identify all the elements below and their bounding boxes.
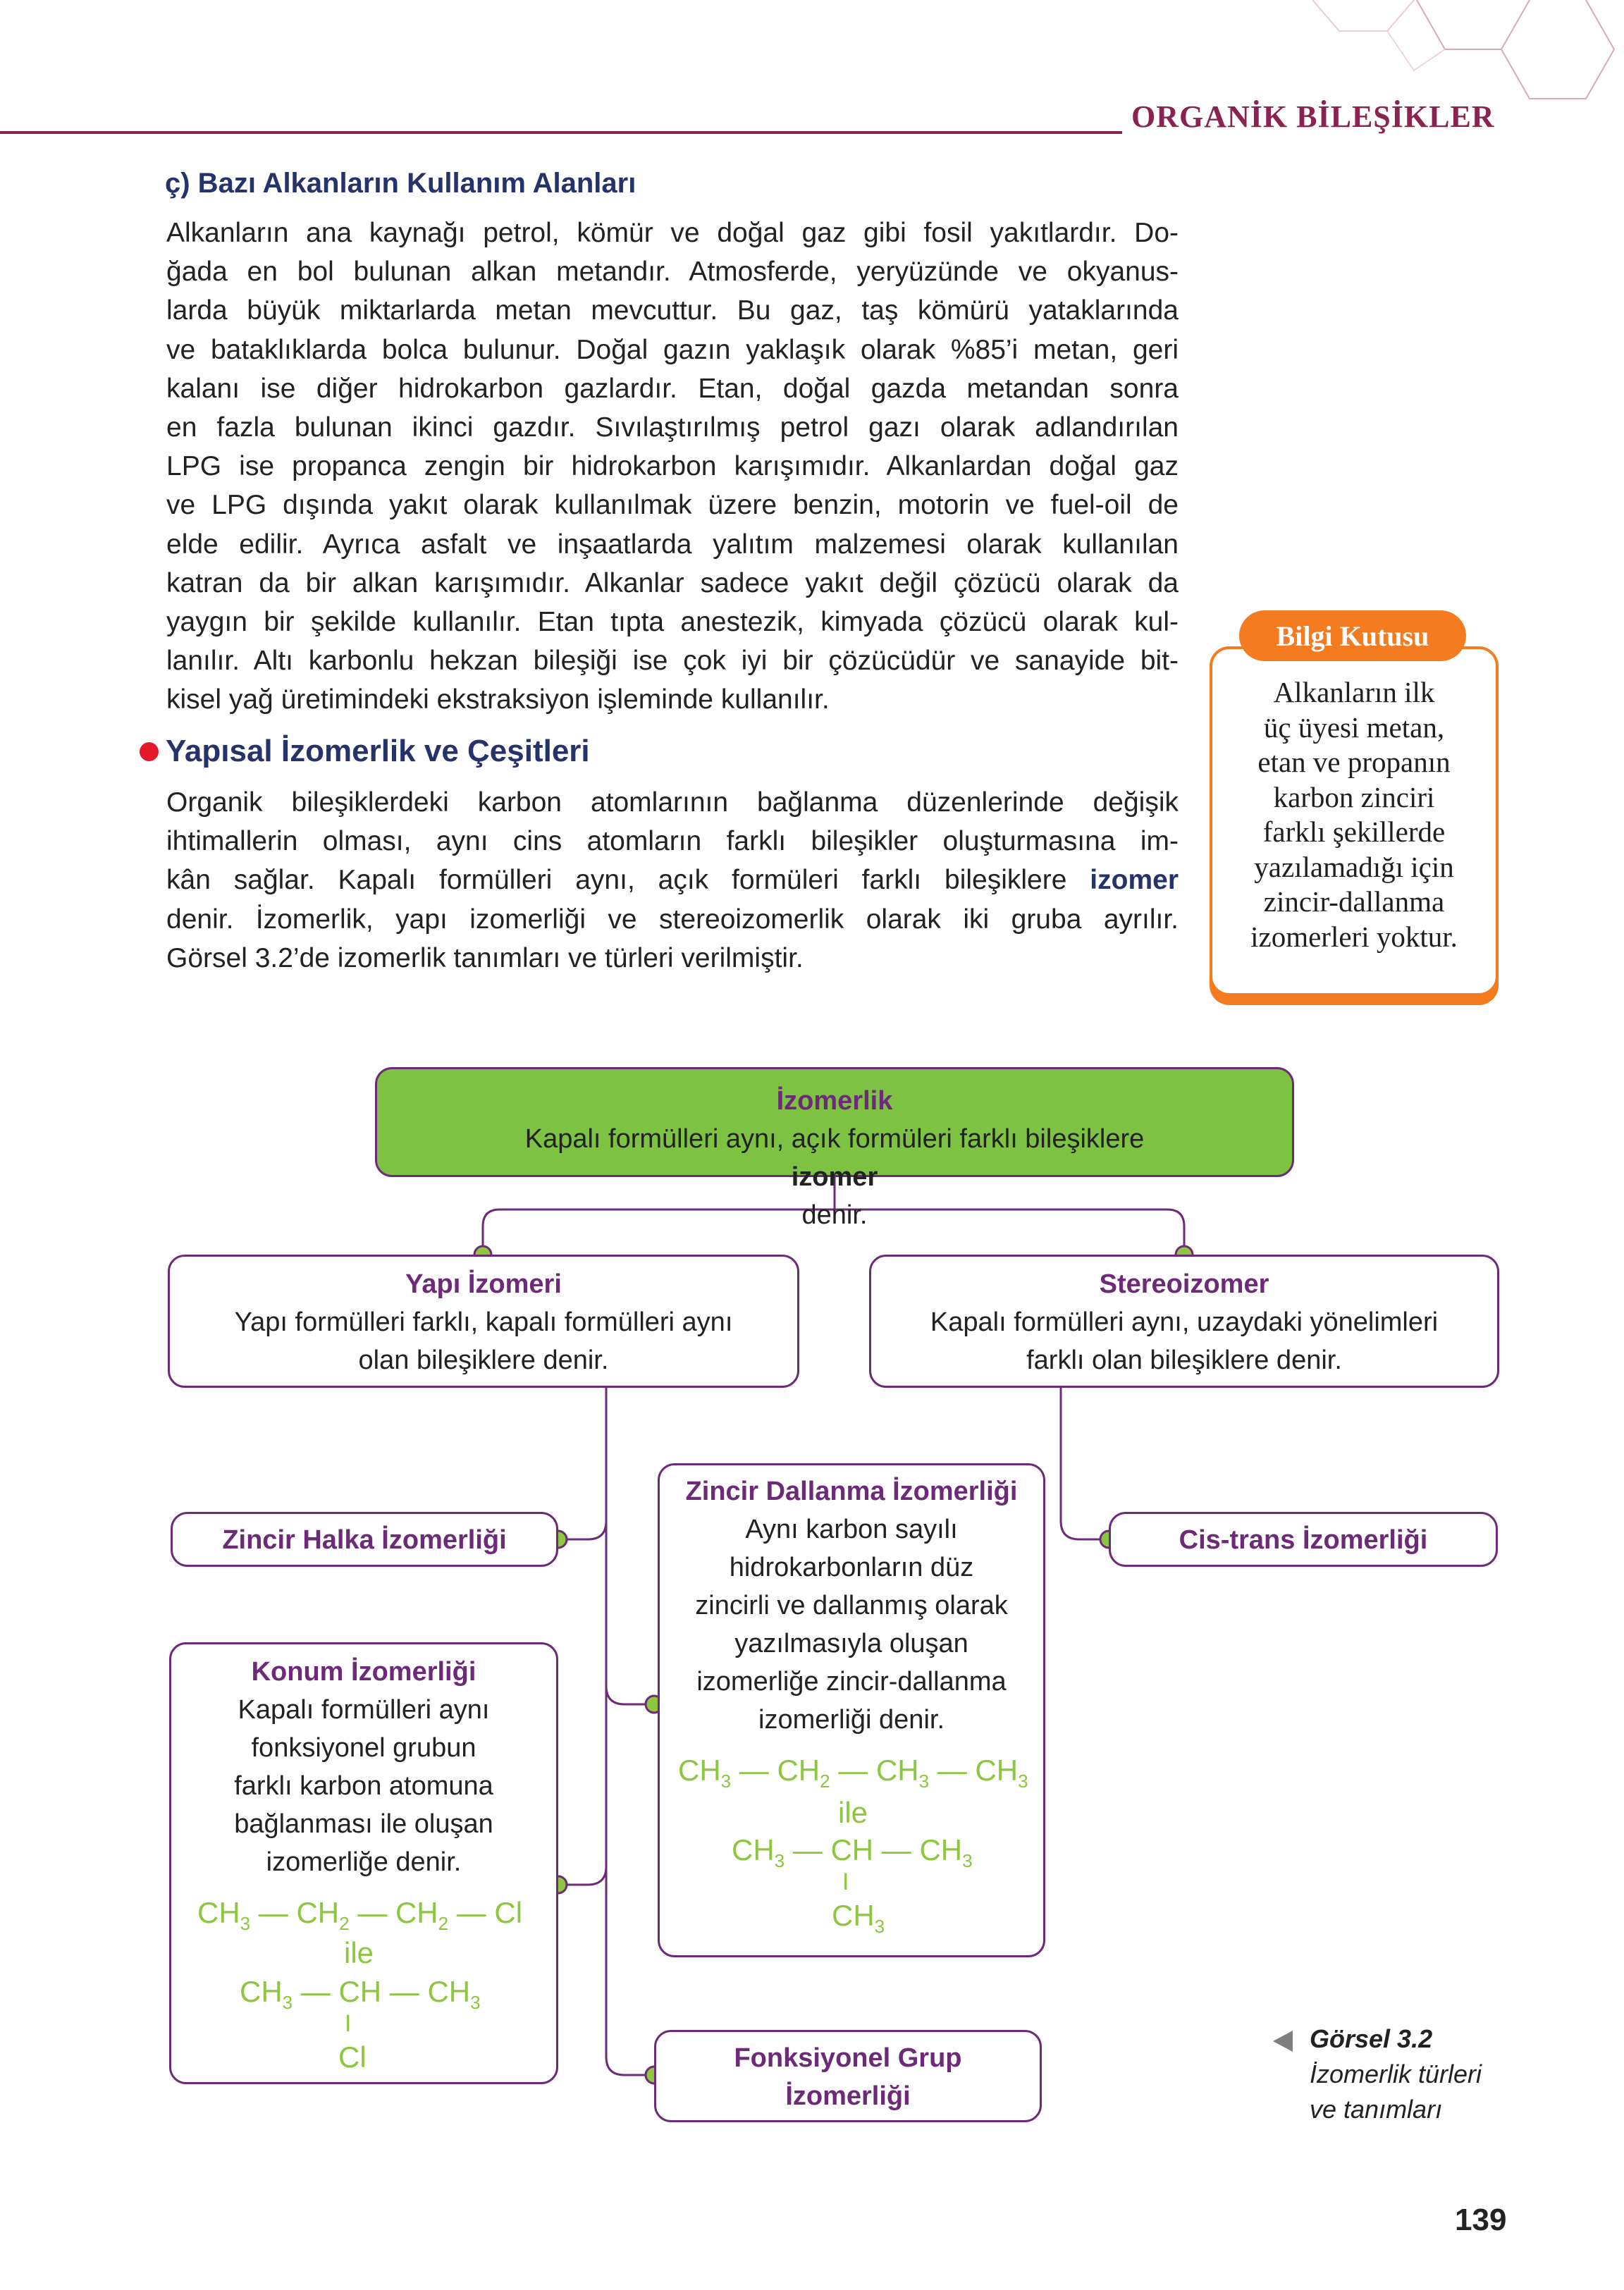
formula-isobutane: $CH_3$ — CH — $CH_3$ [732, 1833, 973, 1871]
positional-isomerism-box [169, 1642, 558, 2084]
info-line: zincir-dallanma [1263, 885, 1445, 918]
subsection-heading [140, 734, 590, 769]
stereoisomer-box [869, 1255, 1499, 1388]
formula-bond: I [345, 2010, 352, 2037]
caption-line: ve tanımları [1310, 2095, 1443, 2124]
paragraph-line: lanılır. Altı karbonlu hekzan bileşiği ise çok iyi bir çözücüdür ve sanayide bit- [166, 646, 1179, 677]
info-line: izomerleri yoktur. [1250, 920, 1458, 953]
formula-chloropropane: $CH_3$ — $CH_2$ — $CH_2$ — Cl [197, 1896, 523, 1934]
paragraph-line: LPG ise propanca zengin bir hidrokarbon karışımıdır. Alkanlardan doğal gaz [166, 451, 1179, 482]
paragraph-line: kisel yağ üretimindeki ekstraksiyon işleminde kullanılır. [166, 684, 830, 715]
subsection-paragraph [166, 783, 1179, 978]
box-line: bağlanması ile oluşan [234, 1809, 493, 1839]
subsection-title: Yapısal İzomerlik ve Çeşitleri [166, 734, 590, 768]
formula-ile: ile [838, 1796, 868, 1829]
formula-2-chloropropane: $CH_3$ — CH — $CH_3$ [240, 1975, 481, 2013]
paragraph-line: Organik bileşiklerdeki karbon atomlarının bağlanma düzenlerinde değişik [166, 787, 1179, 818]
box-line: izomerliğe denir. [266, 1847, 462, 1877]
info-line: Alkanların ilk [1273, 676, 1435, 708]
box-line: yazılmasıyla oluşan [734, 1629, 968, 1658]
formula-branch: $CH_3$ [832, 1899, 885, 1937]
paragraph-line: elde edilir. Ayrıca asfalt ve inşaatlarda yalıtım malzemesi olarak kullanılan [166, 529, 1179, 560]
box-line: olan bileşiklere denir. [358, 1346, 609, 1375]
paragraph-line: yaygın bir şekilde kullanılır. Etan tıpta anestezik, kimyada çözücü olarak kul- [166, 607, 1179, 638]
formula-chlorine: Cl [338, 2040, 367, 2074]
info-line: yazılamadığı için [1254, 850, 1454, 883]
box-title: Fonksiyonel Grup [734, 2043, 962, 2073]
section-paragraph [166, 214, 1179, 720]
chain-ring-isomerism-box [171, 1512, 558, 1567]
box-line: Kapalı formülleri aynı, uzaydaki yönelimleri [930, 1307, 1439, 1337]
section-heading: ç) Bazı Alkanların Kullanım Alanları [165, 168, 636, 199]
box-title: Cis-trans İzomerliği [1179, 1525, 1428, 1555]
box-title: Stereoizomer [1099, 1269, 1269, 1299]
info-line: karbon zinciri [1273, 780, 1435, 813]
paragraph-line [166, 861, 1179, 899]
paragraph-line: kalanı ise diğer hidrokarbon gazlardır. Etan, doğal gazda metandan sonra [166, 373, 1179, 404]
cis-trans-isomerism-box [1109, 1512, 1498, 1567]
box-line: hidrokarbonların düz [729, 1553, 974, 1582]
isomerism-root-box [375, 1067, 1294, 1230]
root-def-bold: izomer [791, 1162, 878, 1192]
root-def-post: denir. [801, 1200, 868, 1230]
box-title: Yapı İzomeri [405, 1269, 562, 1299]
paragraph-line: ğada en bol bulunan alkan metandır. Atmosferde, yeryüzünde ve okyanus- [166, 257, 1179, 288]
formula-butane: $CH_3$ — $CH_2$ — $CH_3$ — $CH_3$ [678, 1754, 1028, 1792]
formula-ile: ile [344, 1936, 374, 1969]
box-line: Kapalı formülleri aynı [238, 1695, 490, 1725]
highlight-term: izomer [1090, 865, 1179, 896]
box-line: Yapı formülleri farklı, kapalı formülleri aynı [234, 1307, 733, 1337]
paragraph-line: Görsel 3.2’de izomerlik tanımları ve türleri verilmiştir. [166, 942, 804, 973]
box-line: farklı karbon atomuna [234, 1771, 493, 1801]
paragraph-line: ve LPG dışında yakıt olarak kullanılmak üzere benzin, motorin ve fuel-oil de [166, 490, 1179, 521]
functional-group-isomerism-box [654, 2030, 1042, 2122]
box-title: Konum İzomerliği [251, 1657, 476, 1687]
figure-caption [1270, 2021, 1482, 2127]
root-definition [377, 1120, 1292, 1234]
paragraph-line: katran da bir alkan karışımıdır. Alkanlar sadece yakıt değil çözücü olarak da [166, 567, 1179, 598]
line-text: kân sağlar. Kapalı formülleri aynı, açık formüleri farklı bileşiklere [166, 865, 1090, 896]
paragraph-line: denir. İzomerlik, yapı izomerliği ve stereoizomerlik olarak iki gruba ayrılır. [166, 904, 1179, 935]
bullet-icon [140, 742, 159, 761]
box-line: izomerliğe zincir-dallanma [696, 1667, 1007, 1697]
paragraph-line: ve bataklıklarda bolca bulunur. Doğal gazın yaklaşık olarak %85’i metan, geri [166, 334, 1179, 365]
box-line: zincirli ve dallanmış olarak [695, 1591, 1008, 1620]
box-title: İzomerliği [785, 2081, 911, 2111]
root-def-pre: Kapalı formülleri aynı, açık formüleri farklı bileşiklere [524, 1124, 1145, 1154]
paragraph-line: larda büyük miktarlarda metan mevcuttur. Bu gaz, taş kömürü yataklarında [166, 295, 1179, 326]
box-line: izomerliği denir. [758, 1705, 945, 1735]
box-title: Zincir Dallanma İzomerliği [685, 1477, 1018, 1506]
formula-bond: I [842, 1869, 849, 1895]
structural-isomer-box [168, 1255, 799, 1388]
paragraph-line: ihtimallerin olması, aynı cins atomların farklı bileşikler oluşturmasına im- [166, 826, 1179, 857]
info-box-text [1214, 675, 1494, 954]
paragraph-line: Alkanların ana kaynağı petrol, kömür ve doğal gaz gibi fosil yakıtlardır. Do- [166, 218, 1179, 248]
chapter-title: ORGANİK BİLEŞİKLER [1131, 99, 1495, 134]
caption-title: Görsel 3.2 [1310, 2024, 1433, 2053]
root-title: İzomerlik [776, 1086, 893, 1116]
box-title: Zincir Halka İzomerliği [222, 1525, 507, 1555]
info-line: farklı şekillerde [1262, 815, 1446, 848]
info-box-tag: Bilgi Kutusu [1239, 610, 1466, 661]
chain-branching-isomerism-box [658, 1463, 1045, 1957]
box-line: farklı olan bileşiklere denir. [1026, 1346, 1342, 1375]
info-line: üç üyesi metan, [1263, 710, 1445, 744]
info-line: etan ve propanın [1257, 746, 1451, 778]
page-number: 139 [1455, 2203, 1507, 2237]
caption-line: İzomerlik türleri [1310, 2060, 1482, 2088]
hexagon-decoration [1312, 0, 1614, 99]
box-line: Aynı karbon sayılı [745, 1515, 958, 1544]
box-line: fonksiyonel grubun [251, 1733, 476, 1763]
paragraph-line: en fazla bulunan ikinci gazdır. Sıvılaştırılmış petrol gazı olarak adlandırılan [166, 412, 1179, 443]
